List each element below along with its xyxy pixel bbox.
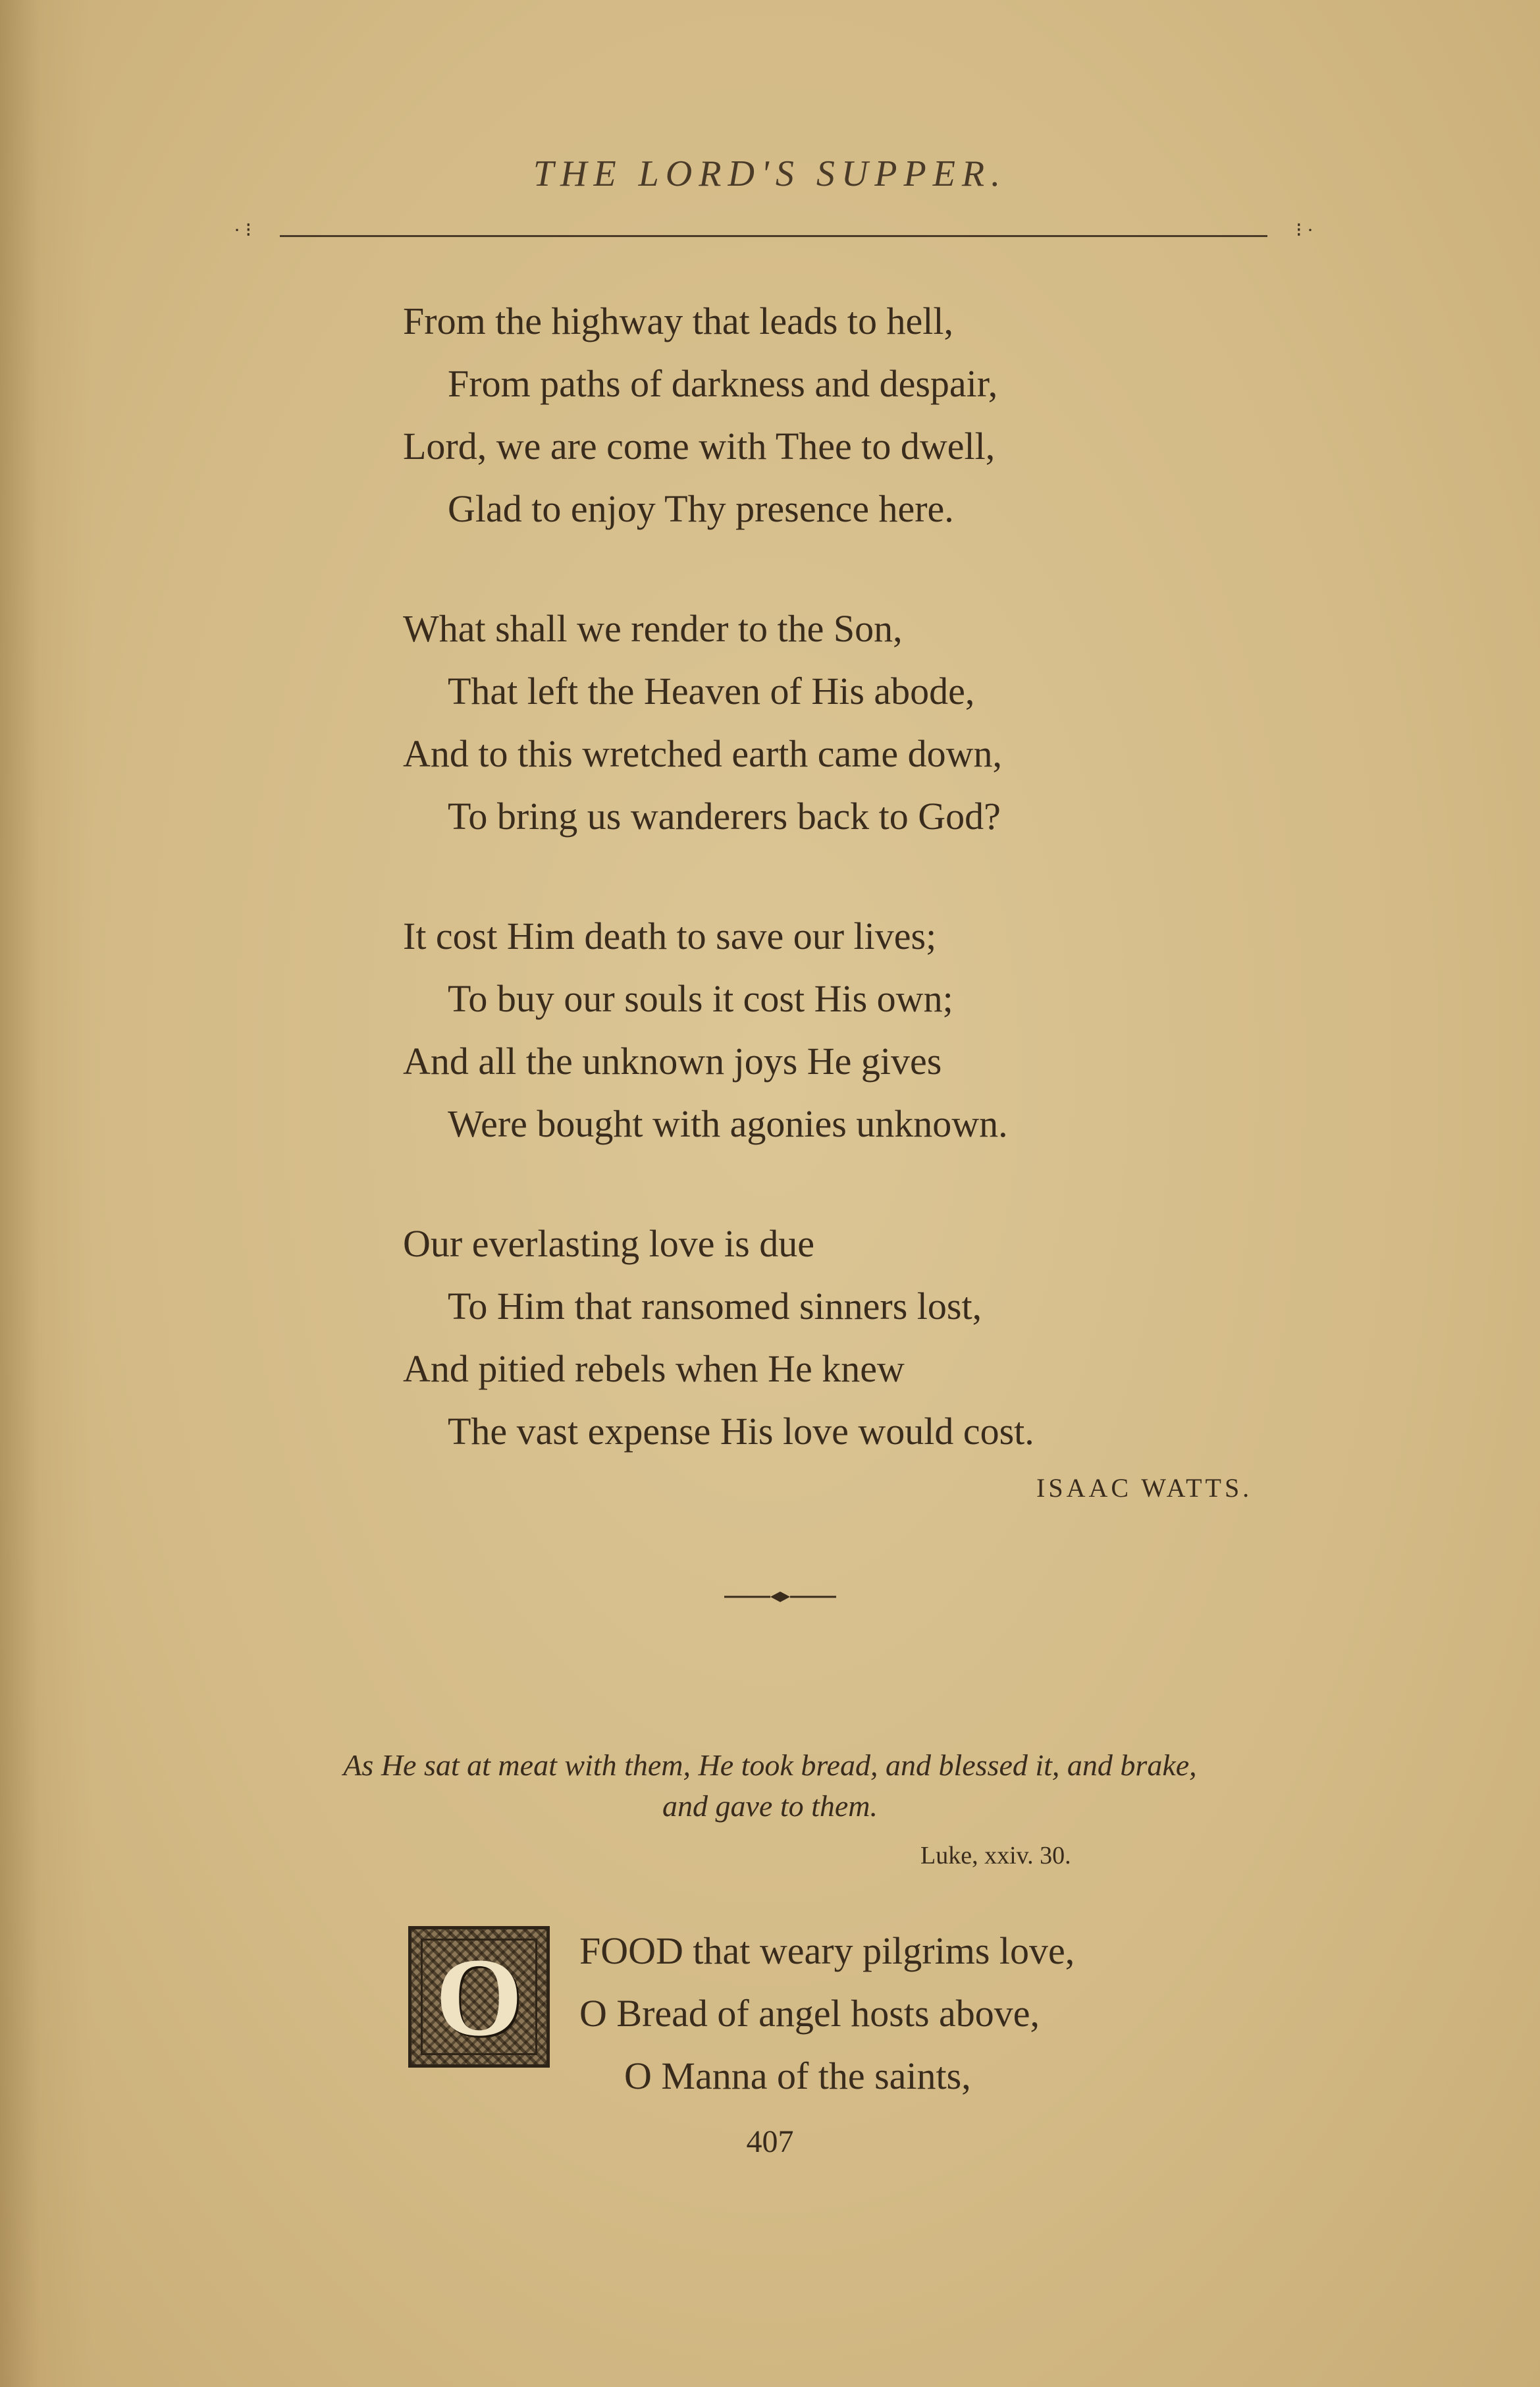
scripture-reference: Luke, xxiv. 30. xyxy=(920,1842,1071,1869)
poem-line: From the highway that leads to hell, xyxy=(403,300,954,342)
poem xyxy=(403,290,1034,1462)
stanza-2 xyxy=(403,597,1034,847)
ornamental-drop-cap xyxy=(408,1926,550,2068)
scripture-line-2: and gave to them. xyxy=(662,1789,878,1823)
page-number: 407 xyxy=(746,2124,794,2159)
poem-line: To Him that ransomed sinners lost, xyxy=(448,1285,982,1328)
poem-line: Our everlasting love is due xyxy=(403,1222,814,1265)
running-head: THE LORD'S SUPPER. xyxy=(533,153,1007,194)
stanza-4 xyxy=(403,1212,1034,1462)
poem-line: The vast expense His love would cost. xyxy=(448,1410,1034,1453)
poem-line: Were bought with agonies unknown. xyxy=(448,1102,1008,1145)
poem-line: To bring us wanderers back to God? xyxy=(448,795,1001,838)
drop-cap-letter: O xyxy=(421,1939,537,2055)
ornamental-divider xyxy=(724,1587,836,1607)
hymn-line: O Manna of the saints, xyxy=(624,2054,971,2097)
poem-line: From paths of darkness and despair, xyxy=(448,362,998,405)
poem-line: That left the Heaven of His abode, xyxy=(448,670,975,712)
hymn xyxy=(579,1919,1075,2107)
poem-line: And pitied rebels when He knew xyxy=(403,1347,905,1390)
poem-line: And to this wretched earth came down, xyxy=(403,732,1002,775)
scripture-epigraph xyxy=(0,1745,1540,1827)
poem-line: Glad to enjoy Thy presence here. xyxy=(448,487,954,530)
hymn-line: FOOD that weary pilgrims love, xyxy=(579,1929,1075,1972)
stanza-1 xyxy=(403,290,1034,540)
poem-author: ISAAC WATTS. xyxy=(1036,1473,1253,1503)
poem-line: And all the unknown joys He gives xyxy=(403,1040,942,1083)
poem-line: It cost Him death to save our lives; xyxy=(403,915,937,957)
poem-line: What shall we render to the Son, xyxy=(403,607,903,650)
poem-line: Lord, we are come with Thee to dwell, xyxy=(403,425,996,468)
header-rule: · ⁝ ⁝ · xyxy=(234,219,1314,241)
scripture-line-1: As He sat at meat with them, He took bread, and blessed it, and brake, xyxy=(343,1748,1197,1782)
poem-line: To buy our souls it cost His own; xyxy=(448,977,953,1020)
stanza-3 xyxy=(403,905,1034,1155)
hymn-line: O Bread of angel hosts above, xyxy=(579,1992,1040,2035)
